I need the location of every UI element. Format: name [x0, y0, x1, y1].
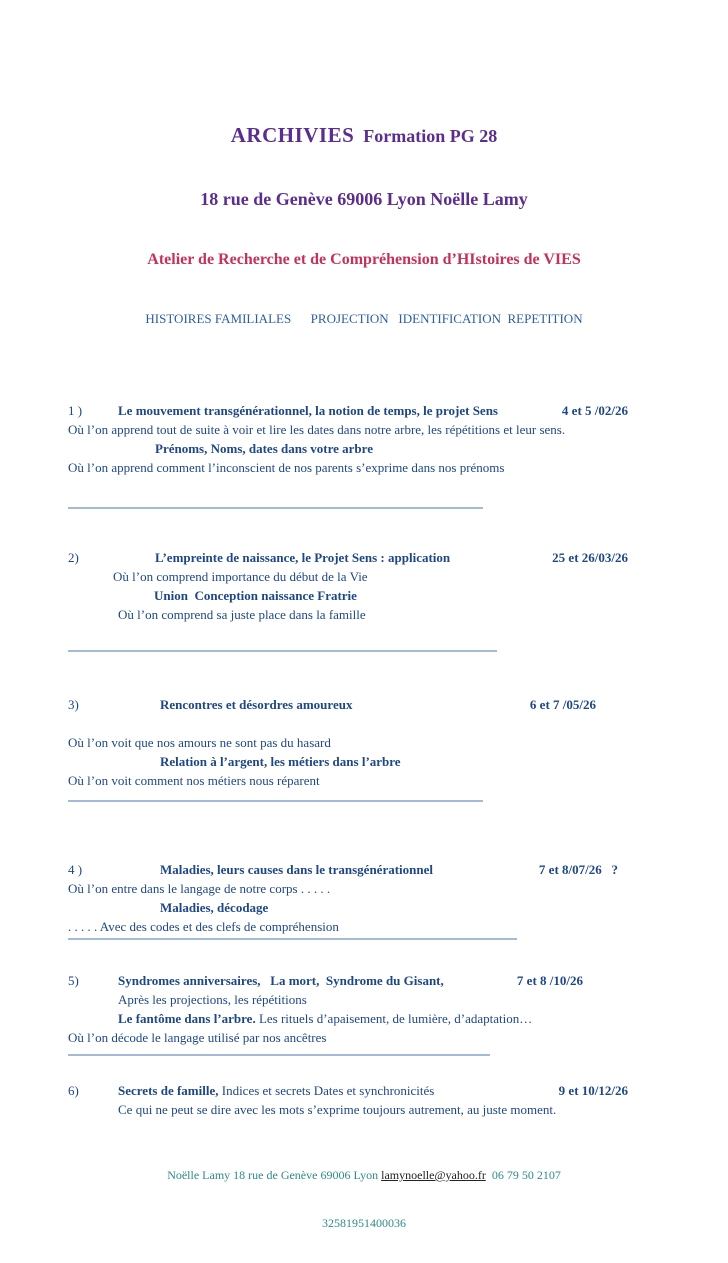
section-number: 4 )	[68, 862, 83, 877]
session-section	[68, 548, 628, 624]
section-heading	[68, 860, 628, 879]
program-title-suffix: Formation PG 28	[354, 126, 498, 146]
section-line	[68, 439, 628, 458]
line-text: Les rituels d’apaisement, de lumière, d’adaptation…	[255, 1011, 533, 1026]
footer-contact-line	[0, 1167, 728, 1183]
separator-line	[68, 800, 483, 802]
email-link[interactable]: lamynoelle@yahoo.fr	[381, 1168, 486, 1182]
section-line	[68, 714, 628, 733]
separator-line	[68, 938, 517, 940]
document-header	[0, 86, 728, 366]
session-date-text: 9 et 10/12/26	[558, 1083, 628, 1098]
session-section	[68, 695, 628, 790]
line-text: Après les projections, les répétitions	[118, 992, 307, 1007]
section-title: Secrets de famille,	[118, 1083, 219, 1098]
section-title: Syndromes anniversaires, La mort, Syndrome du Gisant,	[118, 973, 444, 988]
line-text: . . . . . Avec des codes et des clefs de compréhension	[68, 919, 339, 934]
address-line: 18 rue de Genève 69006 Lyon Noëlle Lamy	[200, 189, 528, 209]
section-heading	[68, 548, 628, 567]
line-text: Le fantôme dans l’arbre.	[118, 1011, 256, 1026]
date-question-mark: ?	[601, 862, 618, 877]
footer-contact: Noëlle Lamy 18 rue de Genève 69006 Lyon	[167, 1168, 382, 1182]
section-number: 1 )	[68, 403, 83, 418]
program-title: ARCHIVIES	[230, 123, 355, 147]
section-number: 6)	[68, 1083, 79, 1098]
session-date-text: 7 et 8/07/26	[538, 862, 602, 877]
section-line	[68, 752, 628, 771]
title-line	[0, 122, 728, 150]
session-section	[68, 971, 628, 1047]
line-text: Où l’on voit que nos amours ne sont pas du hasard	[68, 735, 331, 750]
section-line	[68, 586, 628, 605]
line-text: Ce qui ne peut se dire avec les mots s’exprime toujours autrement, au juste moment.	[118, 1102, 557, 1117]
line-text: Où l’on apprend tout de suite à voir et lire les dates dans notre arbre, les répétitions et leur sens.	[68, 422, 566, 437]
section-date	[517, 971, 583, 990]
section-line	[68, 567, 628, 586]
line-text: Où l’on voit comment nos métiers nous réparent	[68, 773, 320, 788]
session-date-text: 6 et 7 /05/26	[529, 697, 596, 712]
section-heading	[68, 1081, 628, 1100]
sessions-list	[68, 401, 628, 1119]
section-number: 3)	[68, 697, 79, 712]
section-line	[68, 1028, 628, 1047]
section-number: 2)	[68, 550, 79, 565]
section-date	[552, 548, 628, 567]
registration-number: 32581951400036	[322, 1216, 406, 1230]
section-line	[68, 458, 628, 477]
separator-line	[68, 1054, 490, 1056]
section-line	[68, 1009, 628, 1028]
session-section	[68, 401, 628, 477]
section-line	[68, 1100, 628, 1119]
document-footer	[0, 1135, 728, 1263]
section-heading	[68, 695, 628, 714]
section-line	[68, 990, 628, 1009]
section-date	[530, 695, 596, 714]
separator-line	[68, 507, 483, 509]
section-line	[68, 420, 628, 439]
section-line	[68, 771, 628, 790]
line-text: Où l’on entre dans le langage de notre corps . . . . .	[68, 881, 331, 896]
line-text: Où l’on comprend importance du début de la Vie	[113, 569, 368, 584]
section-heading	[68, 401, 628, 420]
section-title: Le mouvement transgénérationnel, la notion de temps, le projet Sens	[118, 403, 498, 418]
line-text: Relation à l’argent, les métiers dans l’arbre	[160, 754, 401, 769]
section-title: Rencontres et désordres amoureux	[160, 697, 353, 712]
line-text: Maladies, décodage	[160, 900, 269, 915]
section-title: Indices et secrets Dates et synchronicités	[218, 1083, 435, 1098]
section-date	[559, 1081, 628, 1100]
line-text: Union Conception naissance Fratrie	[154, 588, 357, 603]
line-text: Où l’on comprend sa juste place dans la famille	[118, 607, 366, 622]
section-line	[68, 733, 628, 752]
session-date-text: 25 et 26/03/26	[552, 550, 628, 565]
workshop-subtitle: Atelier de Recherche et de Compréhension d’HIstoires de VIES	[147, 251, 581, 268]
section-title: L’empreinte de naissance, le Projet Sens : application	[155, 550, 451, 565]
line-text: Où l’on décode le langage utilisé par nos ancêtres	[68, 1030, 327, 1045]
section-line	[68, 605, 628, 624]
section-line	[68, 917, 628, 936]
keywords-line: HISTOIRES FAMILIALES PROJECTION IDENTIFICATION REPETITION	[145, 311, 583, 326]
session-date-text: 4 et 5 /02/26	[561, 403, 628, 418]
section-line	[68, 879, 628, 898]
footer-phone: 06 79 50 2107	[485, 1168, 561, 1182]
section-date	[562, 401, 628, 420]
session-section	[68, 860, 628, 936]
session-section	[68, 1081, 628, 1119]
section-line	[68, 898, 628, 917]
line-text: Où l’on apprend comment l’inconscient de nos parents s’exprime dans nos prénoms	[68, 460, 505, 475]
section-heading	[68, 971, 628, 990]
section-title: Maladies, leurs causes dans le transgénérationnel	[160, 862, 433, 877]
separator-line	[68, 650, 497, 652]
line-text: Prénoms, Noms, dates dans votre arbre	[155, 441, 373, 456]
session-date-text: 7 et 8 /10/26	[516, 973, 583, 988]
section-date	[539, 860, 618, 879]
section-number: 5)	[68, 973, 79, 988]
